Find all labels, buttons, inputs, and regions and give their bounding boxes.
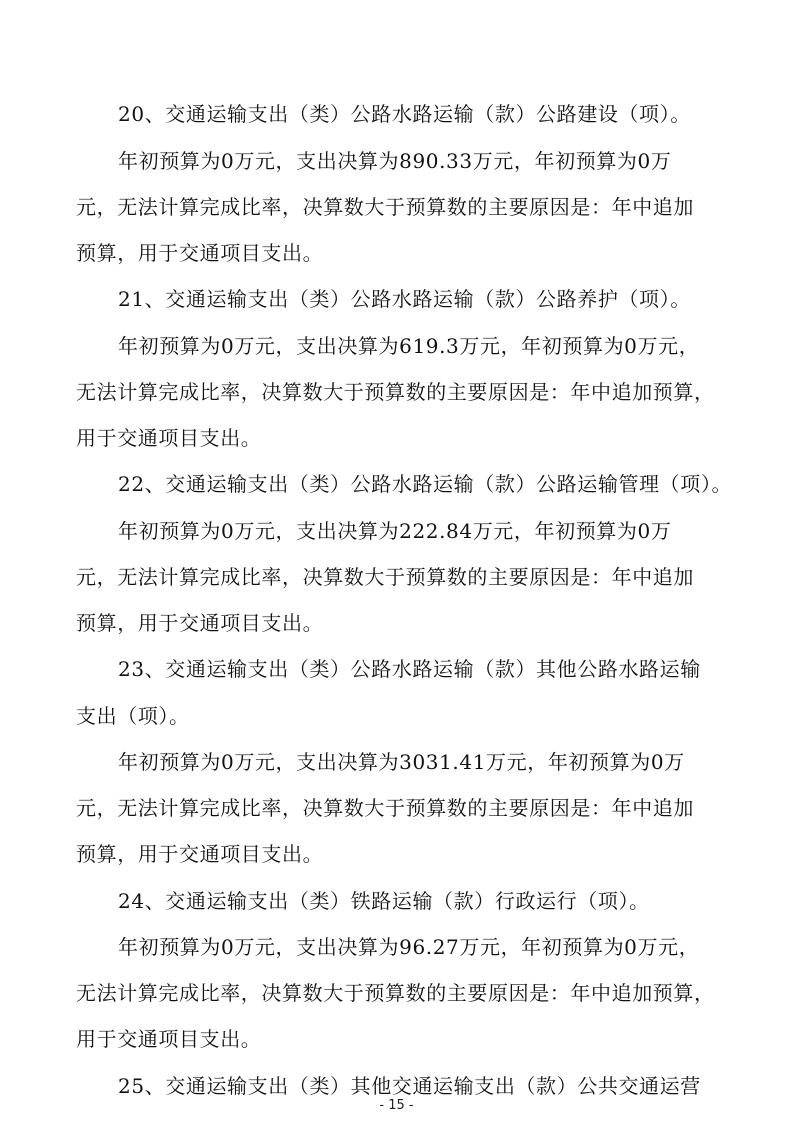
item-21-heading: 21、交通运输支出（类）公路水路运输（款）公路养护（项）。 bbox=[118, 287, 691, 311]
item-23-text-line-1: 年初预算为0万元，支出决算为3031.41万元，年初预算为0万 bbox=[118, 750, 685, 774]
item-21-text-line-1: 年初预算为0万元，支出决算为619.3万元，年初预算为0万元， bbox=[118, 334, 700, 358]
item-24-text-line-2: 无法计算完成比率，决算数大于预算数的主要原因是：年中追加预算， bbox=[76, 981, 715, 1005]
item-21-text-line-2: 无法计算完成比率，决算数大于预算数的主要原因是：年中追加预算， bbox=[76, 380, 715, 404]
item-20-text-line-2: 元，无法计算完成比率，决算数大于预算数的主要原因是：年中追加 bbox=[76, 195, 694, 219]
item-22-text-line-2: 元，无法计算完成比率，决算数大于预算数的主要原因是：年中追加 bbox=[76, 565, 694, 589]
item-21-text-line-3: 用于交通项目支出。 bbox=[76, 426, 262, 450]
item-22-text-line-1: 年初预算为0万元，支出决算为222.84万元，年初预算为0万 bbox=[118, 519, 672, 543]
item-23-heading-line-2: 支出（项）。 bbox=[76, 704, 190, 728]
item-20-text-line-1: 年初预算为0万元，支出决算为890.33万元，年初预算为0万 bbox=[118, 149, 672, 173]
item-24-heading: 24、交通运输支出（类）铁路运输（款）行政运行（项）。 bbox=[118, 889, 650, 913]
page-number: - 15 - bbox=[379, 1098, 414, 1113]
item-20-heading: 20、交通运输支出（类）公路水路运输（款）公路建设（项）。 bbox=[118, 102, 691, 126]
item-25-heading: 25、交通运输支出（类）其他交通运输支出（款）公共交通运营 bbox=[118, 1074, 701, 1098]
item-22-heading: 22、交通运输支出（类）公路水路运输（款）公路运输管理（项）。 bbox=[118, 472, 733, 496]
item-22-text-line-3: 预算，用于交通项目支出。 bbox=[76, 611, 324, 635]
item-23-text-line-2: 元，无法计算完成比率，决算数大于预算数的主要原因是：年中追加 bbox=[76, 796, 694, 820]
item-23-text-line-3: 预算，用于交通项目支出。 bbox=[76, 842, 324, 866]
item-20-text-line-3: 预算，用于交通项目支出。 bbox=[76, 241, 324, 265]
item-24-text-line-3: 用于交通项目支出。 bbox=[76, 1027, 262, 1051]
item-23-heading-line-1: 23、交通运输支出（类）公路水路运输（款）其他公路水路运输 bbox=[118, 657, 701, 681]
item-24-text-line-1: 年初预算为0万元，支出决算为96.27万元，年初预算为0万元， bbox=[118, 935, 700, 959]
